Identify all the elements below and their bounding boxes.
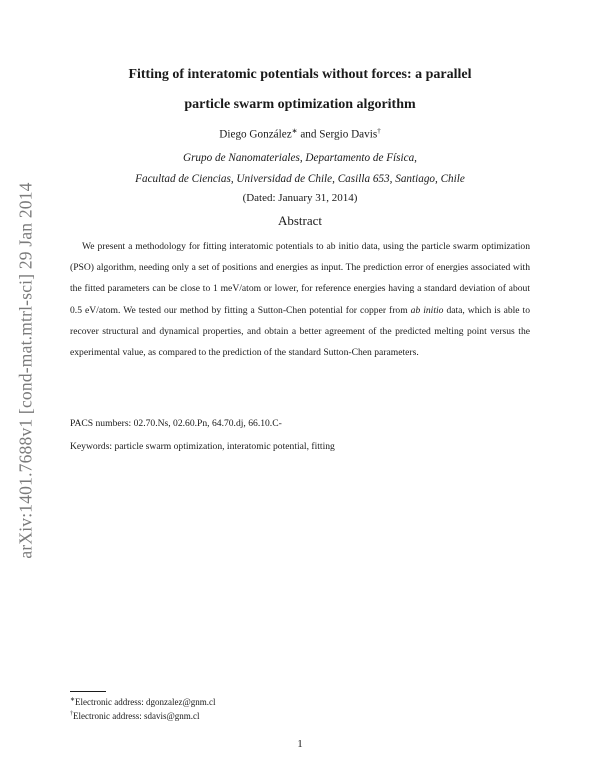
abstract-text-part-1: We present a methodology for fitting interatomic potentials to ab initio data, using the particle swarm optimization (PSO) algorithm, needing only a set of positions and energies as input. The prediction error of energies associated with the fitted parameters can be close to 1 meV/atom or lower, for reference energies having a standard deviation of about 0.5 eV/atom. We tested our method by fitting a Sutton-Chen potential for copper from — [70, 241, 530, 316]
abstract-body — [70, 236, 530, 363]
affiliation-line-1: Grupo de Nanomateriales, Departamento de Física, — [183, 152, 417, 164]
title-line-2: particle swarm optimization algorithm — [184, 97, 416, 112]
footnote-davis-email — [70, 711, 530, 721]
paper-title — [70, 60, 530, 120]
footnote-text: Electronic address: dgonzalez@gnm.cl — [75, 697, 216, 707]
affiliation-line-2: Facultad de Ciencias, Universidad de Chile, Casilla 653, Santiago, Chile — [135, 173, 465, 185]
footnote-divider — [70, 691, 106, 692]
arxiv-identifier-stamp — [7, 160, 45, 580]
title-line-1: Fitting of interatomic potentials without forces: a parallel — [128, 67, 472, 82]
abstract-text-italic: ab initio — [410, 304, 444, 316]
author-list — [70, 127, 530, 141]
author-connector: and — [297, 128, 320, 141]
page-number: 1 — [297, 738, 303, 750]
keywords: Keywords: particle swarm optimization, interatomic potential, fitting — [70, 441, 335, 452]
author-gonzalez-footnote-mark: ∗ — [291, 127, 298, 135]
author-davis-footnote-mark: † — [377, 127, 381, 135]
abstract-heading: Abstract — [277, 213, 323, 228]
footnote-text: Electronic address: sdavis@gnm.cl — [73, 711, 200, 721]
footnote-mark: † — [70, 711, 73, 717]
dated-line: (Dated: January 31, 2014) — [242, 192, 358, 204]
pacs-numbers: PACS numbers: 02.70.Ns, 02.60.Pn, 64.70.dj, 66.10.C- — [70, 418, 282, 429]
author-davis: Sergio Davis — [319, 128, 378, 141]
footnote-mark: ∗ — [70, 697, 76, 703]
arxiv-identifier-text: arXiv:1401.7688v1 [cond-mat.mtrl-sci] 29 Jan 2014 — [15, 181, 36, 559]
affiliation — [60, 148, 540, 190]
author-gonzalez: Diego González — [219, 128, 292, 141]
abstract-text-part-2: data, which is able to recover structural and dynamical properties, and obtain a better agreement of the predicted melting point versus the experimental value, as compared to the prediction of the standard Sutton-Chen parameters. — [70, 304, 531, 359]
footnote-gonzalez-email — [70, 696, 530, 707]
